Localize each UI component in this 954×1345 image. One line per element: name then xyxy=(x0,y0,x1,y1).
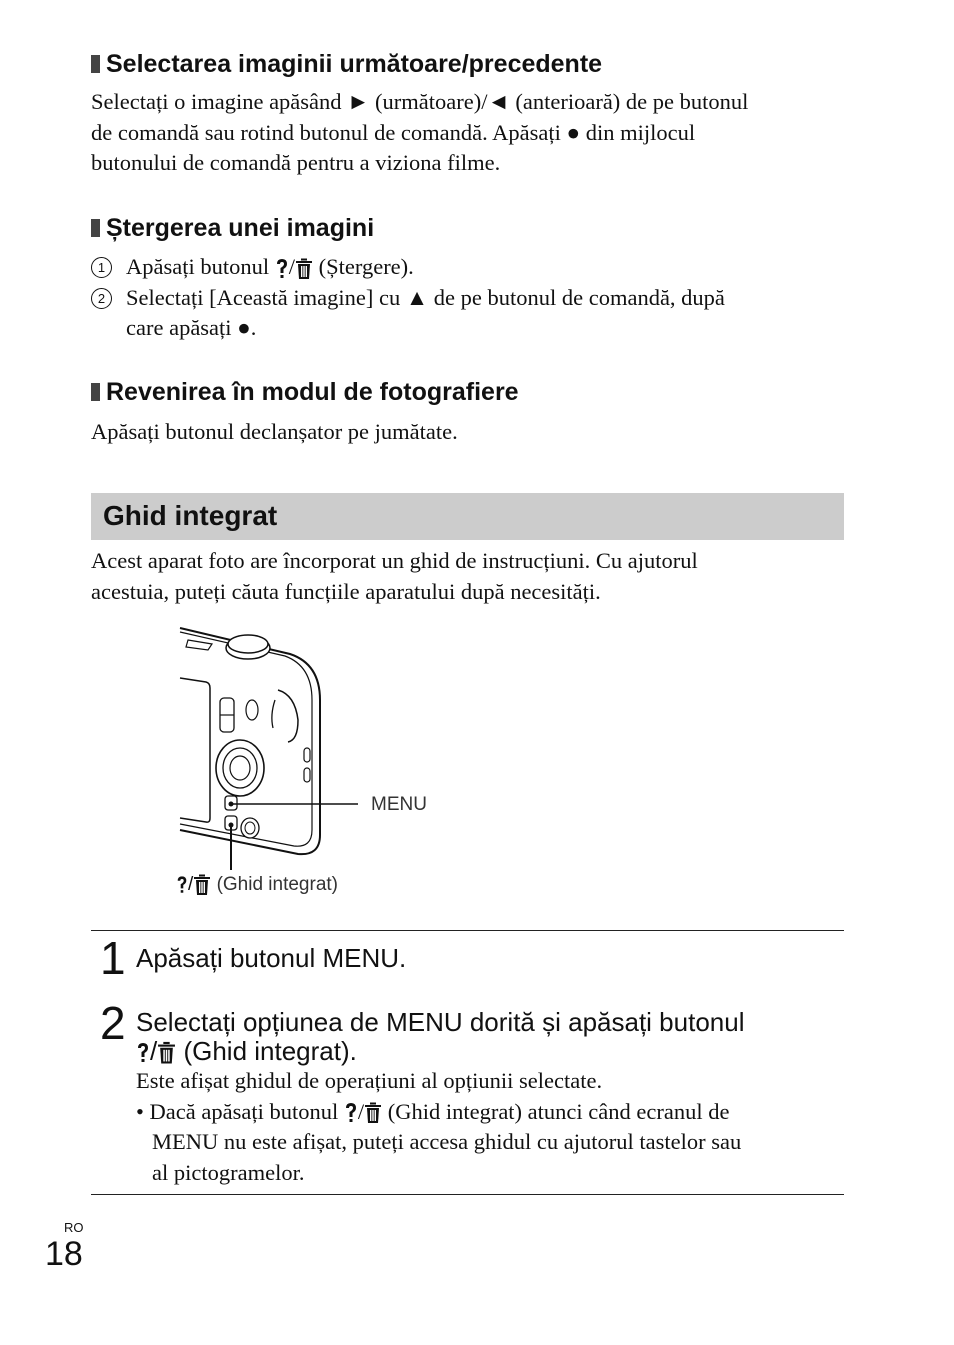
paragraph-line: Selectați o imagine apăsând ► (următoare)/◄ (anterioară) de pe butonul xyxy=(91,89,749,114)
heading-marker xyxy=(91,219,100,237)
guide-callout-label: / (Ghid integrat) xyxy=(176,874,338,896)
trash-icon xyxy=(295,258,313,280)
help-icon xyxy=(275,258,289,280)
section-band xyxy=(91,493,844,540)
step-number-circle: 2 xyxy=(91,288,112,309)
delete-steps xyxy=(91,252,871,344)
step-number: 1 xyxy=(100,932,126,984)
select-image-paragraph xyxy=(91,87,871,179)
paragraph-line: acestuia, puteți căuta funcțiile aparatului după necesități. xyxy=(91,578,601,604)
paragraph-line: care apăsați ●. xyxy=(126,315,257,340)
help-icon xyxy=(136,1041,150,1065)
note-line: Este afișat ghidul de operațiuni al opțiunii selectate. xyxy=(136,1068,603,1093)
bullet-line: MENU nu este afișat, puteți accesa ghidul cu ajutorul tastelor sau xyxy=(152,1129,742,1154)
trash-icon xyxy=(364,1102,382,1124)
bullet-dot: • xyxy=(136,1098,150,1124)
paragraph-line: Acest aparat foto are încorporat un ghid de instrucțiuni. Cu ajutorul xyxy=(91,548,698,573)
trash-icon xyxy=(157,1041,176,1065)
camera-illustration xyxy=(170,620,450,870)
section-title: Ghid integrat xyxy=(103,500,278,531)
step-text xyxy=(136,1008,846,1066)
heading-return-shooting: Revenirea în modul de fotografiere xyxy=(91,378,519,407)
heading-marker xyxy=(91,55,100,73)
delete-step-2: 2 Selectați [Această imagine] cu ▲ de pe butonul de comandă, după xyxy=(91,283,871,314)
help-icon xyxy=(176,874,188,896)
steps-bottom-rule xyxy=(91,1194,844,1195)
guide-intro xyxy=(91,546,871,607)
step-text: Apăsați butonul MENU. xyxy=(136,943,407,973)
heading-marker xyxy=(91,383,100,401)
language-code: RO xyxy=(64,1220,84,1235)
menu-callout-label: MENU xyxy=(371,794,427,815)
step-note xyxy=(136,1066,846,1188)
heading-delete-image: Ștergerea unei imagini xyxy=(91,214,374,243)
help-icon xyxy=(344,1102,358,1124)
step-text-line: / (Ghid integrat). xyxy=(136,1037,846,1066)
paragraph-line: de comandă sau rotind butonul de comandă. Apăsați ● din mijlocul xyxy=(91,119,696,145)
step-number-circle: 1 xyxy=(91,257,112,278)
page-number: 18 xyxy=(45,1235,83,1273)
bullet-line: • Dacă apăsați butonul / (Ghid integrat) atunci când ecranul de xyxy=(136,1098,730,1124)
return-shooting-text: Apăsați butonul declanșator pe jumătate. xyxy=(91,419,458,444)
delete-step-1: 1 Apăsați butonul / (Ștergere). xyxy=(91,252,871,283)
heading-select-image: Selectarea imaginii următoare/precedente xyxy=(91,50,602,79)
trash-icon xyxy=(193,874,211,896)
bullet-line: al pictogramelor. xyxy=(152,1159,305,1185)
steps-top-rule xyxy=(91,930,844,931)
step-text-line: Selectați opțiunea de MENU dorită și apăsați butonul xyxy=(136,1007,745,1037)
paragraph-line: butonului de comandă pentru a viziona filme. xyxy=(91,150,501,175)
step-number: 2 xyxy=(100,997,126,1049)
